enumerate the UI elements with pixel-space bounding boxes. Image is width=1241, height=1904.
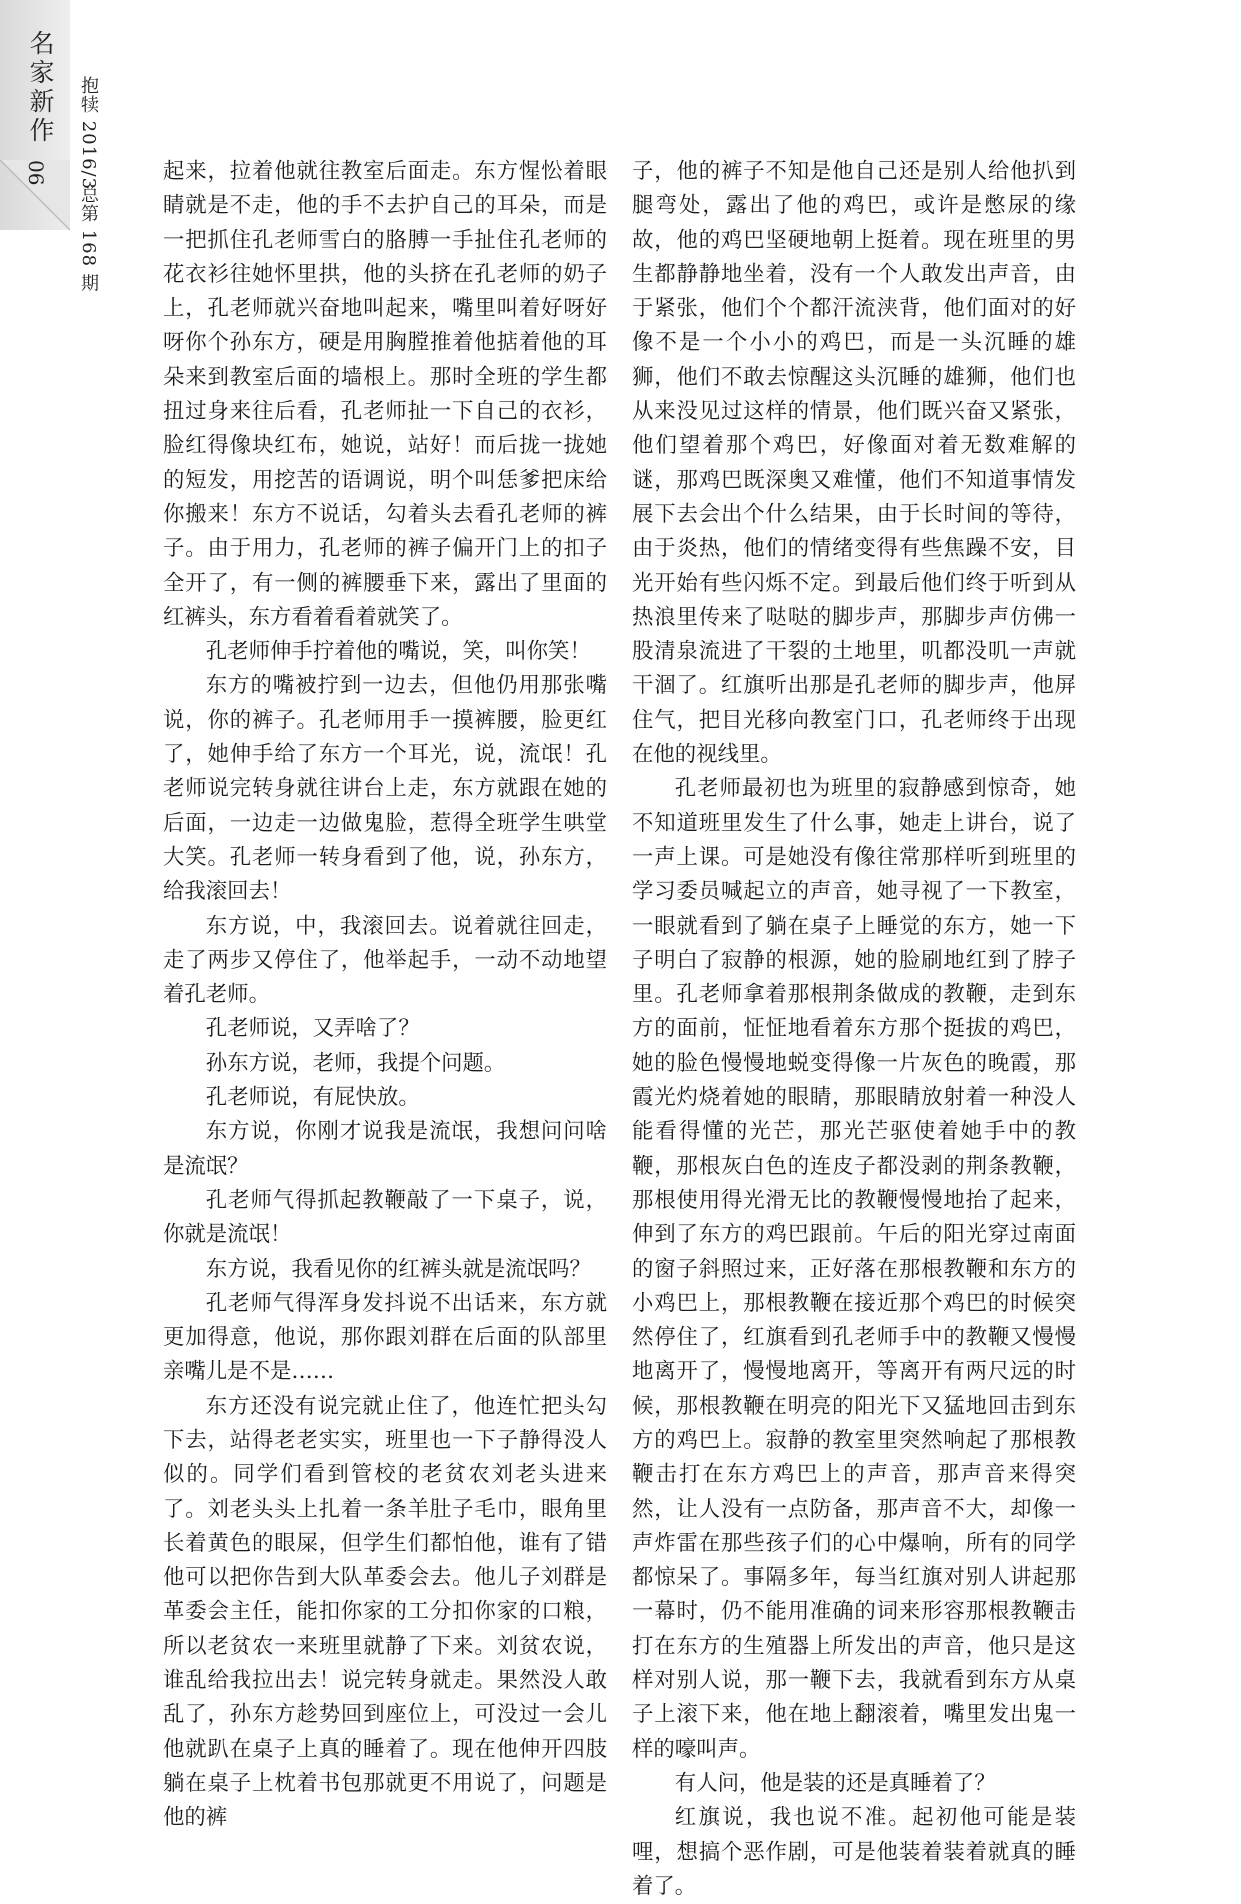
paragraph: 东方还没有说完就止住了，他连忙把头勾下去，站得老老实实，班里也一下子静得没人似的。同学们看到管校的老贫农刘老头进来了。刘老头头上扎着一条羊肚子毛巾，眼角里长着黄色的眼屎，但学生们都怕他，谁有了错他可以把你告到大队革委会去。他儿子刘群是革委会主任，能扣你家的工分扣你家的口粮，所以老贫农一来班里就静了下来。刘贫农说，谁乱给我拉出去！说完转身就走。果然没人敢乱了，孙东方趁势回到座位上，可没过一会儿他就趴在桌子上真的睡着了。现在他伸开四肢躺在桌子上枕着书包那就更不用说了，问题是他的裤 <box>163 1393 607 1831</box>
paragraph: 孔老师说，又弄啥了？ <box>205 1016 420 1042</box>
paragraph: 孙东方说，老师，我提个问题。 <box>205 1050 506 1076</box>
paragraph: 东方说，我看见你的红裤头就是流氓吗？ <box>205 1256 591 1282</box>
paragraph: 红旗说，我也说不准。起初他可能是装哩，想搞个恶作剧，可是他装着装着就真的睡着了。 <box>632 1805 1076 1899</box>
issue-total: 总第 168 期 <box>78 185 99 293</box>
paragraph: 东方说，你刚才说我是流氓，我想问问啥是流氓？ <box>163 1119 607 1179</box>
paragraph: 孔老师气得浑身发抖说不出话来，东方就更加得意，他说，那你跟刘群在后面的队部里亲嘴儿是不是…… <box>163 1290 607 1385</box>
paragraph: 孔老师气得抓起教鞭敲了一下桌子，说，你就是流氓！ <box>163 1187 607 1248</box>
paragraph: 起来，拉着他就往教室后面走。东方惺忪着眼睛就是不走，他的手不去护自己的耳朵，而是一把抓住孔老师雪白的胳膊一手扯住孔老师的花衣衫往她怀里拱，他的头挤在孔老师的奶子上，孔老师就兴奋地叫起来，嘴里叫着好呀好呀你个孙东方，硬是用胸膛推着他掂着他的耳朵来到教室后面的墙根上。那时全班的学生都扭过身来往后看，孔老师扯一下自己的衣衫，脸红得像块红布，她说，站好！而后拢一拢她的短发，用挖苦的语调说，明个叫恁爹把床给你搬来！东方不说话，勾着头去看孔老师的裤子。由于用力，孔老师的裤子偏开门上的扣子全开了，有一侧的裤腰垂下来，露出了里面的红裤头，东方看着看着就笑了。 <box>163 159 607 630</box>
paragraph: 有人问，他是装的还是真睡着了？ <box>674 1770 996 1796</box>
issue-info: 抱犊 2016/3 <box>78 76 99 191</box>
paragraph: 孔老师伸手拧着他的嘴说，笑，叫你笑！ <box>205 639 591 665</box>
right-column <box>632 155 1076 1904</box>
paragraph: 东方的嘴被拧到一边去，但他仍用那张嘴说，你的裤子。孔老师用手一摸裤腰，脸更红了，她伸手给了东方一个耳光，说，流氓！孔老师说完转身就往讲台上走，东方就跟在她的后面，一边走一边做鬼脸，惹得全班学生哄堂大笑。孔老师一转身看到了他，说，孙东方，给我滚回去！ <box>163 673 607 905</box>
section-title: 名家新作 <box>26 30 55 146</box>
left-column <box>163 155 607 1836</box>
paragraph: 子，他的裤子不知是他自己还是别人给他扒到腿弯处，露出了他的鸡巴，或许是憋尿的缘故，他的鸡巴坚硬地朝上挺着。现在班里的男生都静静地坐着，没有一个人敢发出声音，由于紧张，他们个个都汗流浃背，他们面对的好像不是一个小小的鸡巴，而是一头沉睡的雄狮，他们不敢去惊醒这头沉睡的雄狮，他们也从来没见过这样的情景，他们既兴奋又紧张，他们望着那个鸡巴，好像面对着无数难解的谜，那鸡巴既深奥又难懂，他们不知道事情发展下去会出个什么结果，由于长时间的等待，由于炎热，他们的情绪变得有些焦躁不安，目光开始有些闪烁不定。到最后他们终于听到从热浪里传来了哒哒的脚步声，那脚步声仿佛一股清泉流进了干裂的土地里，叽都没叽一声就干涸了。红旗听出那是孔老师的脚步声，他屏住气，把目光移向教室门口，孔老师终于出现在他的视线里。 <box>632 159 1076 768</box>
paragraph: 东方说，中，我滚回去。说着就往回走，走了两步又停住了，他举起手，一动不动地望着孔老师。 <box>163 913 607 1008</box>
paragraph: 孔老师说，有屁快放。 <box>205 1085 420 1111</box>
page-number: 06 <box>24 160 48 186</box>
paragraph: 孔老师最初也为班里的寂静感到惊奇，她不知道班里发生了什么事，她走上讲台，说了一声上课。可是她没有像往常那样听到班里的学习委员喊起立的声音，她寻视了一下教室，一眼就看到了躺在桌子上睡觉的东方，她一下子明白了寂静的根源，她的脸刷地红到了脖子里。孔老师拿着那根荆条做成的教鞭，走到东方的面前，怔怔地看着东方那个挺拔的鸡巴，她的脸色慢慢地蜕变得像一片灰色的晚霞，那霞光灼烧着她的眼睛，那眼睛放射着一种没人能看得懂的光芒，那光芒驱使着她手中的教鞭，那根灰白色的连皮子都没剥的荆条教鞭，那根使用得光滑无比的教鞭慢慢地抬了起来，伸到了东方的鸡巴跟前。午后的阳光穿过南面的窗子斜照过来，正好落在那根教鞭和东方的小鸡巴上，那根教鞭在接近那个鸡巴的时候突然停住了，红旗看到孔老师手中的教鞭又慢慢地离开了，慢慢地离开，等离开有两尺远的时候，那根教鞭在明亮的阳光下又猛地回击到东方的鸡巴上。寂静的教室里突然响起了那根教鞭击打在东方鸡巴上的声音，那声音来得突然，让人没有一点防备，那声音不大，却像一声炸雷在那些孩子们的心中爆响，所有的同学都惊呆了。事隔多年，每当红旗对别人讲起那一幕时，仍不能用准确的词来形容那根教鞭击打在东方的生殖器上所发出的声音，他只是这样对别人说，那一鞭下去，我就看到东方从桌子上滚下来，他在地上翻滚着，嘴里发出鬼一样的嚎叫声。 <box>632 776 1076 1762</box>
